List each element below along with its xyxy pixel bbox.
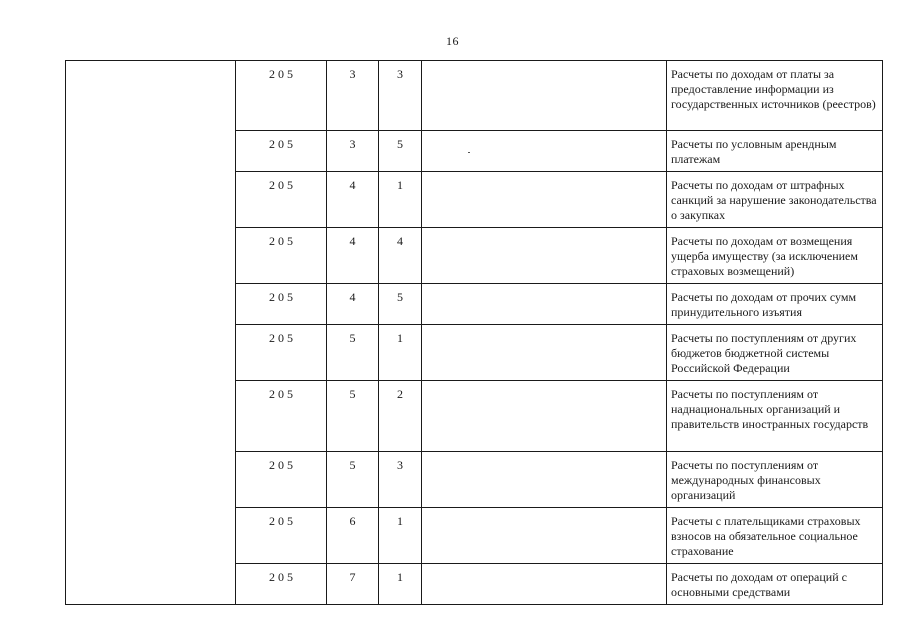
description-cell: Расчеты по поступлениям от международных финансовых организаций (667, 452, 883, 508)
table-row (66, 61, 883, 131)
blank-cell (422, 325, 667, 381)
item-cell: 1 (379, 564, 422, 605)
description-cell: Расчеты с плательщиками страховых взносов на обязательное социальное страхование (667, 508, 883, 564)
blank-cell (422, 228, 667, 284)
blank-cell (422, 172, 667, 228)
blank-cell (422, 284, 667, 325)
group-cell: 5 (327, 452, 379, 508)
blank-cell (422, 452, 667, 508)
accounts-table (65, 60, 883, 605)
account-code-cell: 2 0 5 (236, 131, 327, 172)
item-cell: 1 (379, 325, 422, 381)
group-cell: 4 (327, 284, 379, 325)
empty-category-cell (66, 61, 236, 605)
item-cell: 1 (379, 172, 422, 228)
account-code-cell: 2 0 5 (236, 61, 327, 131)
description-cell: Расчеты по доходам от штрафных санкций за нарушение законодательства о закупках (667, 172, 883, 228)
description-cell: Расчеты по условным арендным платежам (667, 131, 883, 172)
blank-cell (422, 61, 667, 131)
account-code-cell: 2 0 5 (236, 284, 327, 325)
item-cell: 3 (379, 61, 422, 131)
item-cell: 2 (379, 381, 422, 452)
blank-cell (422, 564, 667, 605)
account-code-cell: 2 0 5 (236, 452, 327, 508)
group-cell: 7 (327, 564, 379, 605)
group-cell: 5 (327, 325, 379, 381)
item-cell: 5 (379, 131, 422, 172)
description-cell: Расчеты по поступлениям от наднациональных организаций и правительств иностранных государств (667, 381, 883, 452)
account-code-cell: 2 0 5 (236, 381, 327, 452)
group-cell: 3 (327, 61, 379, 131)
account-code-cell: 2 0 5 (236, 325, 327, 381)
item-cell: 1 (379, 508, 422, 564)
item-cell: 4 (379, 228, 422, 284)
account-code-cell: 2 0 5 (236, 564, 327, 605)
account-code-cell: 2 0 5 (236, 508, 327, 564)
group-cell: 5 (327, 381, 379, 452)
blank-cell (422, 131, 667, 172)
description-cell: Расчеты по доходам от операций с основными средствами (667, 564, 883, 605)
group-cell: 3 (327, 131, 379, 172)
page-number: 16 (446, 34, 459, 48)
item-cell: 3 (379, 452, 422, 508)
item-cell: 5 (379, 284, 422, 325)
description-cell: Расчеты по доходам от возмещения ущерба имуществу (за исключением страховых возмещений) (667, 228, 883, 284)
account-code-cell: 2 0 5 (236, 172, 327, 228)
blank-cell (422, 508, 667, 564)
group-cell: 6 (327, 508, 379, 564)
description-cell: Расчеты по доходам от прочих сумм принудительного изъятия (667, 284, 883, 325)
group-cell: 4 (327, 228, 379, 284)
account-code-cell: 2 0 5 (236, 228, 327, 284)
description-cell: Расчеты по доходам от платы за предоставление информации из государственных источников (реестров) (667, 61, 883, 131)
scan-dot (468, 152, 470, 153)
group-cell: 4 (327, 172, 379, 228)
blank-cell (422, 381, 667, 452)
description-cell: Расчеты по поступлениям от других бюджетов бюджетной системы Российской Федерации (667, 325, 883, 381)
